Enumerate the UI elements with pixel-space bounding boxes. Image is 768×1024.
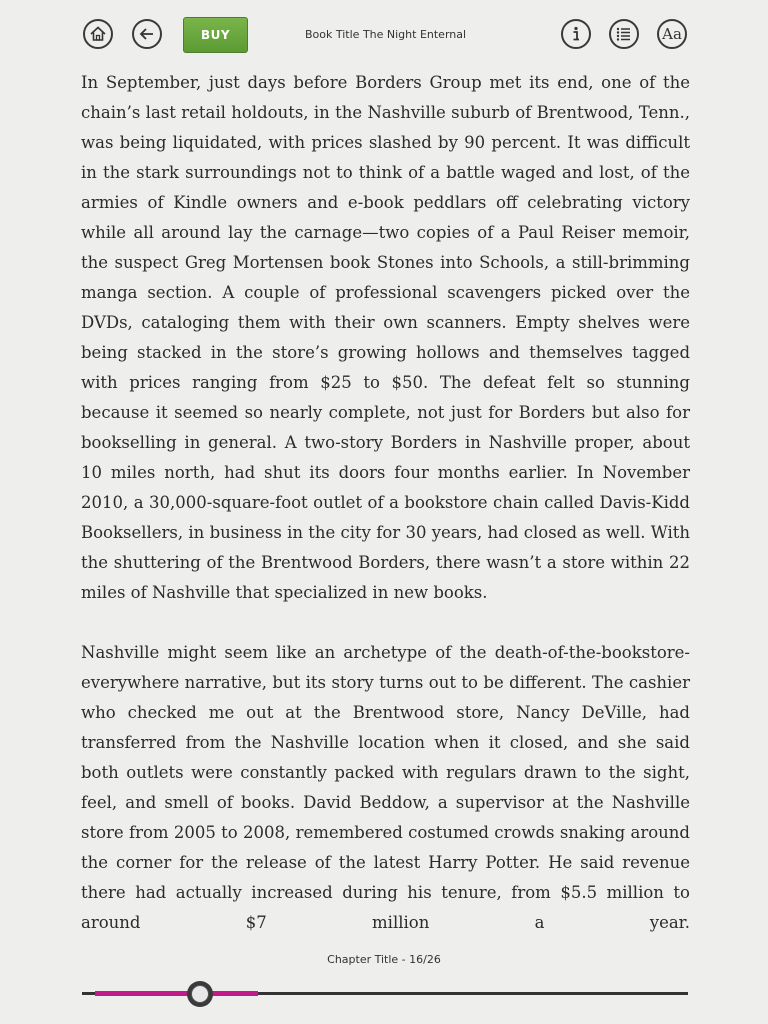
book-content xyxy=(81,68,690,938)
table-of-contents-button[interactable] xyxy=(609,19,639,49)
home-button[interactable] xyxy=(83,19,113,49)
progress-fill xyxy=(95,991,258,996)
buy-button[interactable]: BUY xyxy=(183,17,248,53)
info-button[interactable] xyxy=(561,19,591,49)
font-size-icon: Aa xyxy=(662,25,682,43)
paragraph: Nashville might seem like an archetype of the death-of-the-bookstore-everywhere narrative, but its story turns out to be different. The cashier who checked me out at the Brentwood store, Nancy DeVille, had transferred from the Nashville location when it closed, and she said both outlets were constantly packed with regulars drawn to the sight, feel, and smell of books. David Beddow, a supervisor at the Nashville store from 2005 to 2008, remembered costumed crowds snaking around the corner for the release of the latest Harry Potter. He said revenue there had actually increased during his tenure, from $5.5 million to around $7 million a year. xyxy=(81,643,690,932)
font-size-button[interactable] xyxy=(657,19,687,49)
chapter-page-indicator: Chapter Title - 16/26 xyxy=(327,953,441,966)
info-icon xyxy=(568,25,584,43)
book-title: Book Title The Night Enternal xyxy=(305,28,467,41)
back-button[interactable] xyxy=(132,19,162,49)
paragraph: In September, just days before Borders Group met its end, one of the chain’s last retail holdouts, in the Nashville suburb of Brentwood, Tenn., was being liquidated, with prices slashed by 90 percent. It was difficult in the stark surroundings not to think of a battle waged and lost, of the armies of Kindle owners and e-book peddlars off celebrating victory while all around lay the carnage—two copies of a Paul Reiser memoir, the suspect Greg Mortensen book Stones into Schools, a still-brimming manga section. A couple of professional scavengers picked over the DVDs, cataloging them with their own scanners. Empty shelves were being stacked in the store’s growing hollows and themselves tagged with prices ranging from $25 to $50. The defeat felt so stunning because it seemed so nearly complete, not just for Borders but also for bookselling in general. A two-story Borders in Nashville proper, about 10 miles north, had shut its doors four months earlier. In November 2010, a 30,000-square-foot outlet of a bookstore chain called Davis-Kidd Booksellers, in business in the city for 30 years, had closed as well. With the shuttering of the Brentwood Borders, there wasn’t a store within 22 miles of Nashville that specialized in new books. xyxy=(81,73,690,602)
home-icon xyxy=(89,25,107,43)
list-icon xyxy=(615,26,633,42)
back-arrow-icon xyxy=(138,25,156,43)
progress-slider-thumb[interactable] xyxy=(187,981,213,1007)
